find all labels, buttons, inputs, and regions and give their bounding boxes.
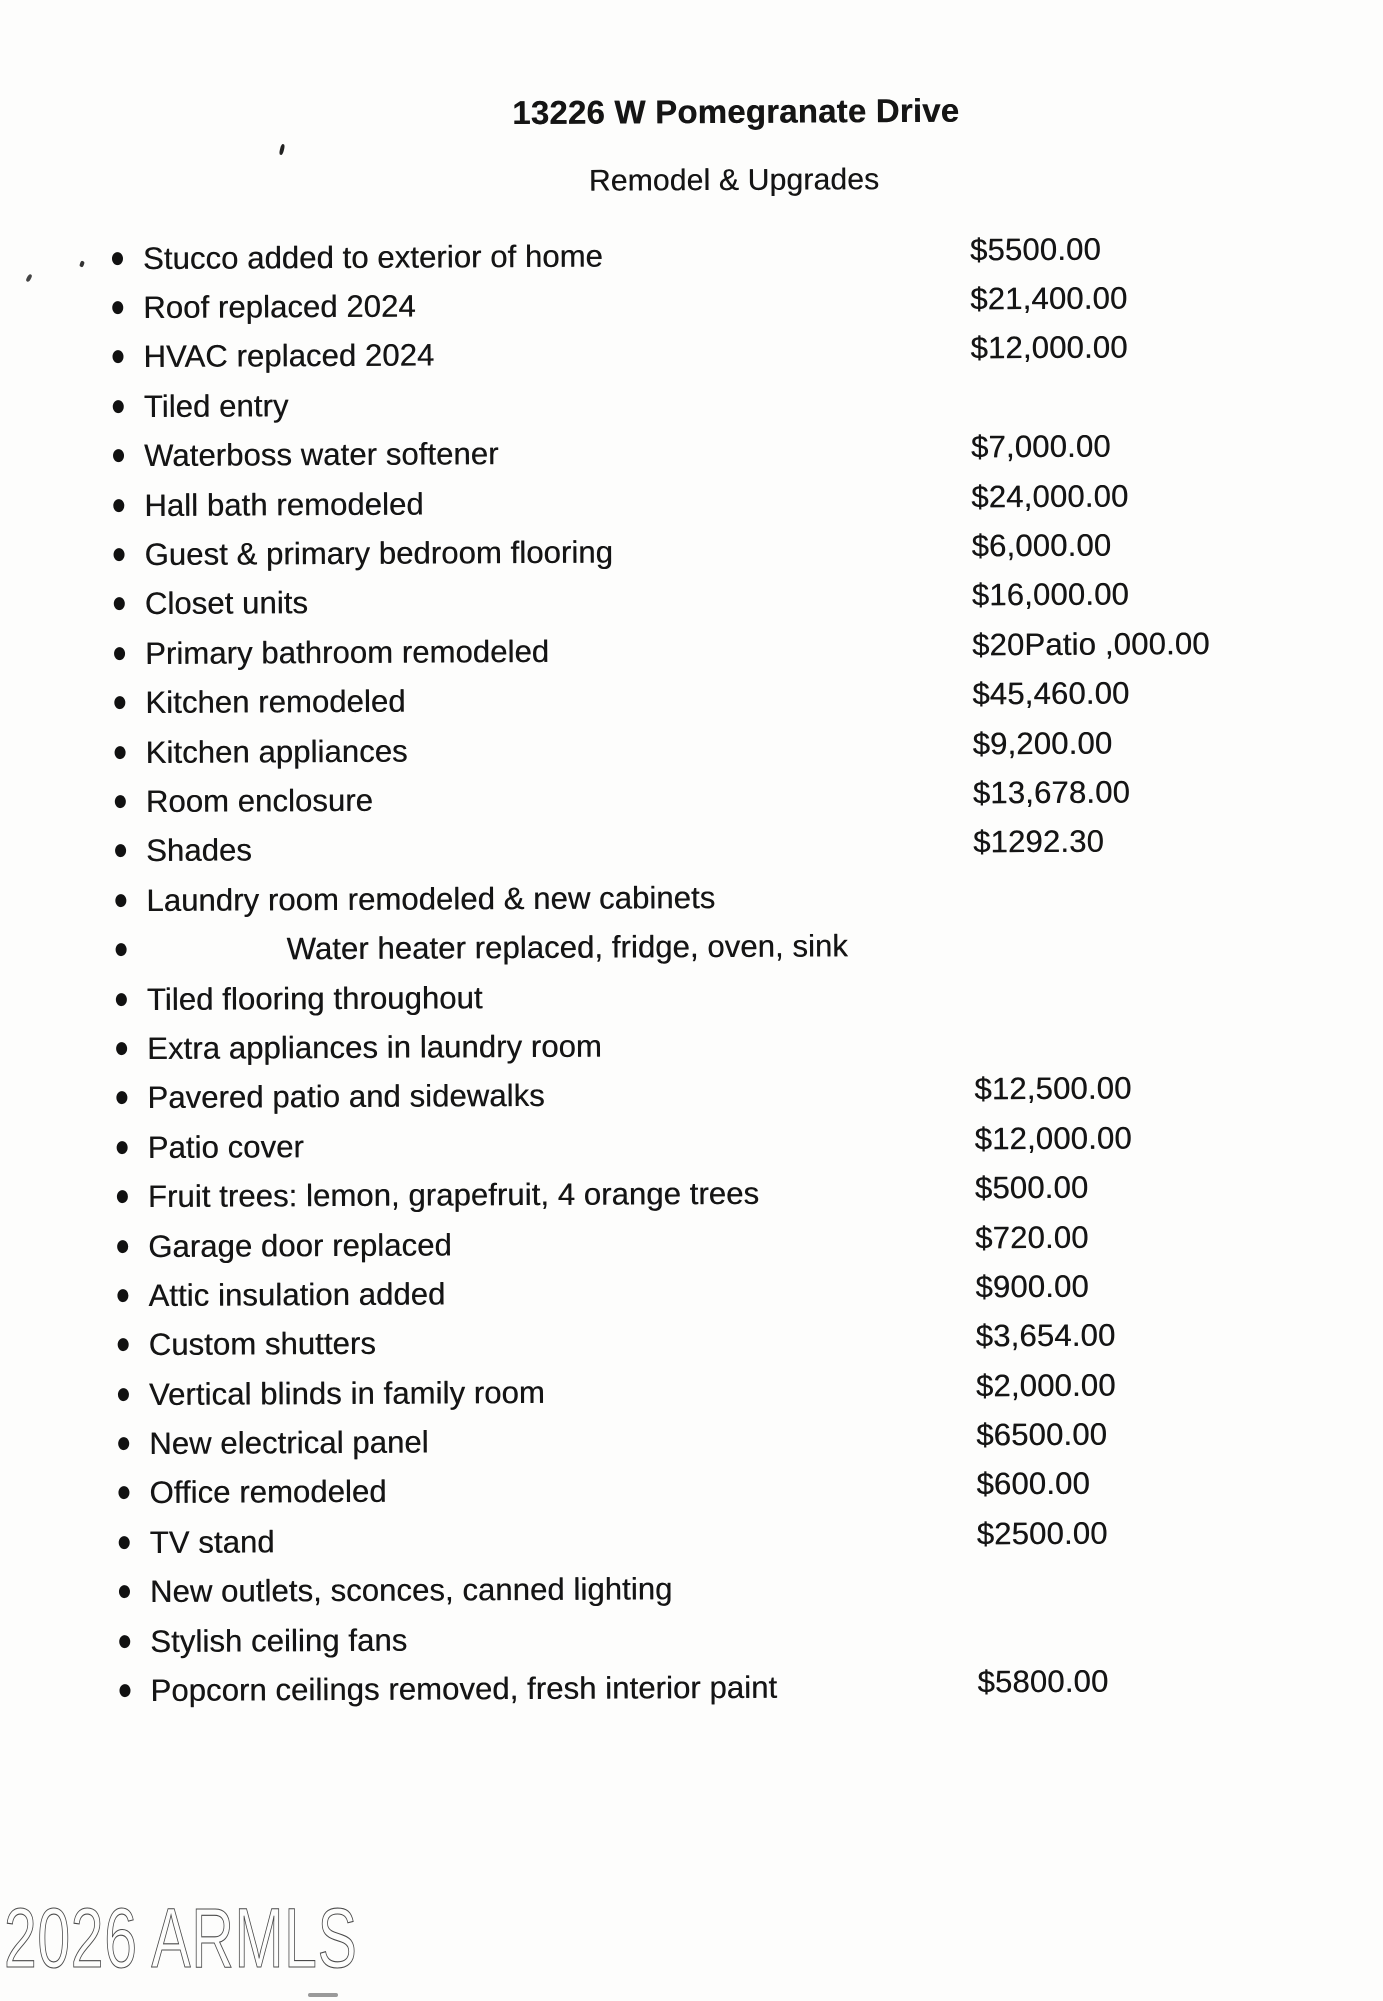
bullet-icon: [116, 1091, 127, 1104]
armls-watermark: 2026 ARMLS: [4, 1891, 358, 1985]
bullet-icon: [117, 1289, 128, 1302]
item-label: Kitchen remodeled: [145, 683, 406, 721]
item-price: $20Patio ,000.00: [971, 625, 1210, 663]
bullet-icon: [115, 746, 126, 759]
bullet-icon: [119, 1585, 130, 1598]
item-label: Closet units: [144, 585, 309, 622]
item-label: Pavered patio and sidewalks: [147, 1078, 545, 1116]
list-item: [0, 326, 1383, 383]
scan-artifact-dash: [308, 1993, 338, 1997]
item-price: $12,500.00: [974, 1070, 1132, 1107]
list-item: [6, 1363, 1383, 1420]
item-label: Laundry room remodeled & new cabinets: [146, 879, 716, 918]
item-label: Primary bathroom remodeled: [144, 633, 550, 671]
bullet-icon: [116, 993, 127, 1006]
list-item: [0, 227, 1383, 284]
item-label: Kitchen appliances: [145, 733, 408, 770]
item-price: $16,000.00: [971, 576, 1130, 613]
item-price: $21,400.00: [970, 280, 1128, 317]
list-item: [1, 474, 1383, 531]
item-label: Waterboss water softener: [143, 436, 499, 474]
item-label: TV stand: [149, 1524, 275, 1560]
item-label: Shades: [146, 832, 252, 869]
item-label: Garage door replaced: [148, 1226, 452, 1264]
item-price: $5800.00: [977, 1663, 1109, 1700]
item-price: $500.00: [974, 1169, 1089, 1206]
item-label: Roof replaced 2024: [143, 288, 416, 326]
list-item: [3, 870, 1383, 927]
item-label: Attic insulation added: [148, 1276, 446, 1313]
list-item: [2, 623, 1383, 680]
item-label: Popcorn ceilings removed, fresh interior paint: [150, 1669, 778, 1708]
bullet-icon: [113, 400, 124, 413]
item-label: Tiled flooring throughout: [146, 979, 483, 1017]
item-price: $13,678.00: [972, 774, 1131, 811]
item-label: Stucco added to exterior of home: [142, 238, 603, 276]
bullet-icon: [116, 1042, 127, 1055]
bullet-icon: [118, 1388, 129, 1401]
bullet-icon: [118, 1437, 129, 1450]
list-item: [5, 1265, 1383, 1322]
item-label: Custom shutters: [148, 1326, 376, 1363]
item-label: Patio cover: [147, 1128, 304, 1165]
list-item: [6, 1462, 1383, 1519]
item-label: Extra appliances in laundry room: [147, 1028, 602, 1066]
list-item: [6, 1314, 1383, 1371]
item-price: $900.00: [975, 1268, 1089, 1305]
bullet-icon: [119, 1536, 130, 1549]
item-label: Room enclosure: [145, 782, 374, 819]
bullet-icon: [117, 1190, 128, 1203]
bullet-icon: [112, 351, 123, 364]
item-price: $3,654.00: [975, 1317, 1116, 1354]
item-price: $2500.00: [976, 1515, 1108, 1552]
item-price: $6500.00: [976, 1416, 1108, 1453]
list-item: [7, 1660, 1383, 1717]
list-item: [3, 771, 1383, 828]
item-price: $9,200.00: [972, 725, 1113, 761]
list-item: [2, 672, 1383, 729]
item-price: $600.00: [976, 1466, 1090, 1502]
bullet-icon: [112, 301, 123, 314]
list-item: [7, 1610, 1383, 1667]
list-item: [5, 1166, 1383, 1223]
list-item: [1, 376, 1383, 433]
bullet-icon: [118, 1338, 129, 1351]
item-price: $12,000.00: [970, 329, 1128, 366]
item-price: $45,460.00: [972, 675, 1130, 712]
item-price: $6,000.00: [971, 527, 1112, 564]
item-label: Water heater replaced, fridge, oven, sink: [286, 928, 848, 967]
list-item: [0, 277, 1383, 334]
list-item: [6, 1413, 1383, 1470]
document-title: 13226 W Pomegranate Drive: [512, 91, 960, 132]
list-item: [7, 1561, 1383, 1618]
item-price: $7,000.00: [970, 428, 1111, 465]
list-item: [4, 1067, 1383, 1124]
list-item: [7, 1512, 1383, 1569]
item-label: Office remodeled: [149, 1474, 387, 1511]
bullet-icon: [118, 1487, 129, 1500]
item-label: Fruit trees: lemon, grapefruit, 4 orange trees: [147, 1175, 760, 1215]
bullet-icon: [117, 1240, 128, 1253]
item-price: $1292.30: [972, 824, 1105, 860]
bullet-icon: [113, 499, 124, 512]
item-label: New outlets, sconces, canned lighting: [149, 1571, 673, 1610]
bullet-icon: [113, 449, 124, 462]
bullet-icon: [117, 1141, 128, 1154]
bullet-icon: [115, 844, 126, 857]
item-price: $24,000.00: [971, 478, 1129, 514]
bullet-icon: [114, 548, 125, 561]
item-label: Tiled entry: [143, 388, 289, 424]
list-item: [4, 968, 1383, 1025]
list-item: [5, 1117, 1383, 1174]
list-item: [1, 425, 1383, 482]
item-price: $2,000.00: [975, 1367, 1116, 1403]
bullet-icon: [115, 795, 126, 808]
bullet-icon: [119, 1635, 130, 1648]
bullet-icon: [114, 598, 125, 611]
item-price: $12,000.00: [974, 1120, 1132, 1157]
list-item: [3, 820, 1383, 877]
item-label: HVAC replaced 2024: [143, 337, 435, 375]
item-label: Vertical blinds in family room: [148, 1374, 545, 1412]
item-label: Hall bath remodeled: [144, 486, 424, 523]
item-label: New electrical panel: [149, 1424, 429, 1462]
item-price: $720.00: [975, 1219, 1089, 1255]
upgrade-list: [0, 227, 1383, 1716]
item-label: Stylish ceiling fans: [150, 1622, 408, 1659]
list-item: [2, 721, 1383, 778]
list-item: [3, 919, 1383, 976]
bullet-icon: [114, 696, 125, 709]
bullet-icon: [119, 1684, 130, 1697]
bullet-icon: [114, 647, 125, 660]
list-item: [1, 524, 1383, 581]
item-price: $5500.00: [969, 231, 1101, 268]
list-item: [2, 573, 1383, 630]
list-item: [4, 1018, 1383, 1075]
list-item: [5, 1215, 1383, 1272]
item-label: Guest & primary bedroom flooring: [144, 534, 614, 573]
bullet-icon: [116, 943, 127, 956]
bullet-icon: [112, 252, 123, 265]
bullet-icon: [115, 894, 126, 907]
document-subtitle: Remodel & Upgrades: [588, 163, 880, 198]
